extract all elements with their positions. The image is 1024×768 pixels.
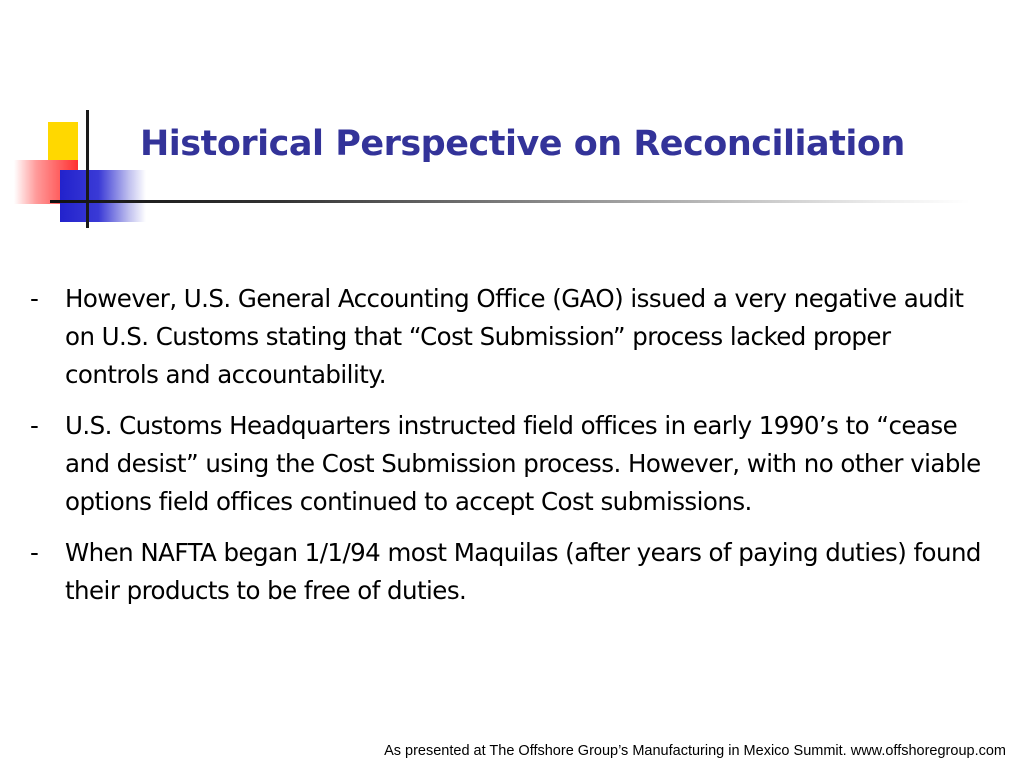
bullet-marker: - xyxy=(30,411,39,440)
bullet-text: However, U.S. General Accounting Office (GAO) issued a very negative audit on U.S. Customs stating that “Cost Submission” process lacked proper controls and accountability. xyxy=(65,284,964,389)
bullet-marker: - xyxy=(30,538,39,567)
logo-vertical-line xyxy=(86,110,89,228)
bullet-item xyxy=(30,534,990,610)
bullet-text: When NAFTA began 1/1/94 most Maquilas (after years of paying duties) found their products to be free of duties. xyxy=(65,538,981,605)
bullet-text: U.S. Customs Headquarters instructed field offices in early 1990’s to “cease and desist” using the Cost Submission process. However, with no other viable options field offices continued to accept Cost submissions. xyxy=(65,411,981,516)
footer-attribution: As presented at The Offshore Group’s Manufacturing in Mexico Summit. www.offshoregroup.com xyxy=(384,743,1006,759)
bullet-item xyxy=(30,280,990,394)
title-underline-divider xyxy=(50,200,970,203)
bullet-list xyxy=(30,280,990,623)
square-cross-logo-icon xyxy=(0,0,160,240)
logo-blue-square xyxy=(60,170,146,222)
bullet-marker: - xyxy=(30,284,39,313)
slide-title: Historical Perspective on Reconciliation xyxy=(140,124,905,164)
bullet-item xyxy=(30,407,990,521)
